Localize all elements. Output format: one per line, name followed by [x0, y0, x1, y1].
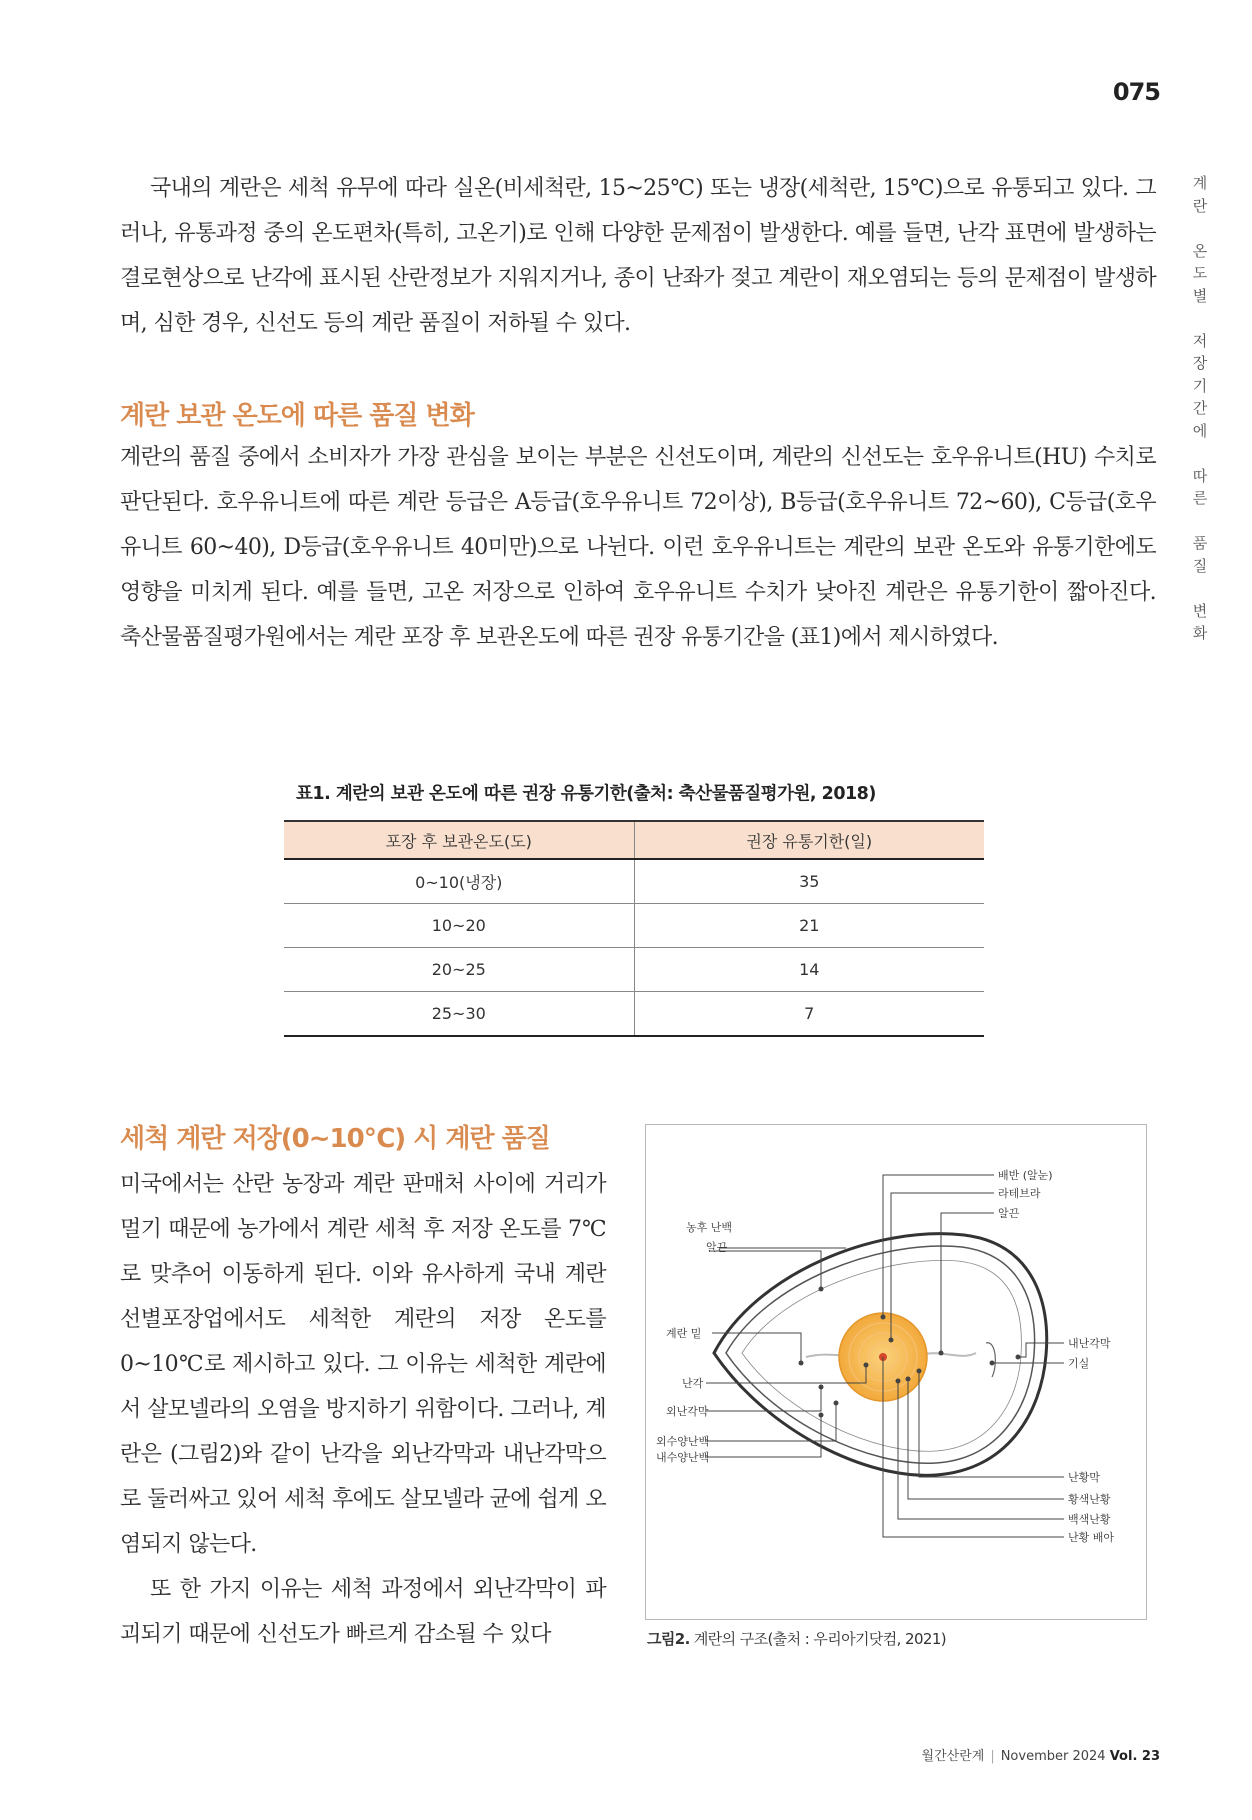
- footer-magazine: 월간산란계: [921, 1749, 985, 1764]
- table-row: [284, 948, 984, 992]
- table-row: [284, 859, 984, 904]
- side-title-char: 변: [1192, 601, 1208, 620]
- page-number: 075: [1112, 78, 1160, 106]
- label-shell: 난각: [682, 1377, 704, 1390]
- side-title-char: [1188, 577, 1212, 600]
- side-title-char: [1188, 217, 1212, 240]
- shelf-life-table: [284, 820, 984, 1037]
- label-latebra: 라테브라: [998, 1187, 1041, 1200]
- table-cell-temperature: 25~30: [284, 992, 634, 1037]
- figure-caption-prefix: 그림2.: [647, 1630, 690, 1648]
- label-outer-thin-albumen: 외수양난백: [656, 1435, 710, 1448]
- table-row: [284, 904, 984, 948]
- label-egg-bottom: 계란 밑: [666, 1327, 702, 1340]
- page-footer: [800, 1745, 1160, 1764]
- section-heading-storage-temperature: 계란 보관 온도에 따른 품질 변화: [120, 401, 474, 431]
- footer-divider: |: [990, 1749, 995, 1764]
- header-storage-temperature: 포장 후 보관온도(도): [284, 821, 634, 859]
- table-cell-days: 7: [634, 992, 984, 1037]
- side-title-char: 별: [1192, 286, 1208, 305]
- label-chalaza-top: 알끈: [998, 1207, 1020, 1220]
- label-inner-thin-albumen: 내수양난백: [656, 1451, 710, 1464]
- label-vitelline: 난황막: [1068, 1471, 1100, 1484]
- footer-volume: Vol. 23: [1109, 1749, 1160, 1764]
- label-outer-membrane: 외난각막: [666, 1405, 709, 1418]
- section-body-washed-egg-continued: 또 한 가지 이유는 세척 과정에서 외난각막이 파괴되기 때문에 신선도가 빠르게 감소될 수 있다: [120, 1577, 606, 1647]
- side-title-char: 도: [1192, 264, 1208, 282]
- side-title-char: 품: [1192, 534, 1208, 552]
- table-cell-temperature: 0~10(냉장): [284, 859, 634, 904]
- header-shelf-life: 권장 유통기한(일): [634, 821, 984, 859]
- table-cell-days: 21: [634, 904, 984, 948]
- label-chalaza-left: 알끈: [706, 1241, 728, 1254]
- table-cell-temperature: 10~20: [284, 904, 634, 948]
- table-caption: 표1. 계란의 보관 온도에 따른 권장 유통기한(출처: 축산물품질평가원, 2018): [296, 784, 876, 804]
- label-white-yolk: 백색난황: [1068, 1513, 1111, 1526]
- footer-issue: November 2024: [1000, 1749, 1106, 1764]
- side-title-char: 온: [1192, 241, 1208, 260]
- side-title-char: 른: [1192, 489, 1208, 507]
- side-title-char: 따: [1192, 466, 1208, 485]
- side-title-char: 화: [1192, 624, 1208, 642]
- side-title-char: 저: [1192, 331, 1208, 350]
- egg-structure-diagram: [646, 1125, 1146, 1619]
- side-title-char: [1188, 442, 1212, 465]
- side-title-char: 계: [1192, 174, 1208, 192]
- figure-caption-text: 계란의 구조(출처 : 우리아기닷컴, 2021): [689, 1630, 947, 1648]
- section-body-storage-temperature: 계란의 품질 중에서 소비자가 가장 관심을 보이는 부분은 신선도이며, 계란의 신선도는 호우유니트(HU) 수치로 판단된다. 호우유니트에 따른 계란 등급은 A등급(호우유니트 72이상), B등급(호우유니트 72~60), C등급(호우유니트 60~40), D등급(호우유니트 40미만)으로 나뉜다. 이런 호우유니트는 계란의 보관 온도와 유통기한에도 영향을 미치게 된다. 예를 들면, 고온 저장으로 인하여 호우유니트 수치가 낮아진 계란은 유통기한이 짧아진다. 축산물품질평가원에서는 계란 포장 후 보관온도에 따른 권장 유통기간을 (표1)에서 제시하였다.: [120, 445, 1156, 650]
- side-title-char: [1188, 307, 1212, 330]
- table-cell-days: 14: [634, 948, 984, 992]
- side-title-char: 장: [1192, 354, 1208, 372]
- label-air-cell: 기실: [1068, 1357, 1090, 1370]
- side-section-title: [1188, 172, 1212, 645]
- table-row: [284, 992, 984, 1037]
- intro-paragraph: 국내의 계란은 세척 유무에 따라 실온(비세척란, 15~25℃) 또는 냉장(세척란, 15℃)으로 유통되고 있다. 그러나, 유통과정 중의 온도편차(특히, 고온기)로 인해 다양한 문제점이 발생한다. 예를 들면, 난각 표면에 발생하는 결로현상으로 난각에 표시된 산란정보가 지워지거나, 종이 난좌가 젖고 계란이 재오염되는 등의 문제점이 발생하며, 심한 경우, 신선도 등의 계란 품질이 저하될 수 있다.: [120, 176, 1156, 336]
- label-yolk-bed: 난황 배아: [1068, 1531, 1115, 1544]
- table-cell-days: 35: [634, 859, 984, 904]
- label-thick-albumen: 농후 난백: [686, 1221, 733, 1234]
- table-cell-temperature: 20~25: [284, 948, 634, 992]
- label-inner-membrane: 내난각막: [1068, 1337, 1111, 1350]
- side-title-char: [1188, 510, 1212, 533]
- side-title-char: 에: [1192, 421, 1208, 440]
- egg-structure-figure: [645, 1124, 1147, 1620]
- figure-caption: [647, 1628, 1147, 1649]
- side-title-char: 란: [1192, 196, 1208, 215]
- table-header-row: [284, 821, 984, 859]
- side-title-char: 질: [1192, 556, 1208, 575]
- label-embryo-disc: 배반 (알눈): [998, 1169, 1053, 1182]
- side-title-char: 기: [1192, 376, 1208, 395]
- side-title-char: 간: [1192, 399, 1208, 417]
- section-heading-washed-egg: 세척 계란 저장(0~10℃) 시 계란 품질: [120, 1124, 550, 1154]
- section-body-washed-egg: 미국에서는 산란 농장과 계란 판매처 사이에 거리가 멀기 때문에 농가에서 계란 세척 후 저장 온도를 7℃로 맞추어 이동하게 된다. 이와 유사하게 국내 계란 선별포장업에서도 세척한 계란의 저장 온도를 0~10℃로 제시하고 있다. 그 이유는 세척한 계란에서 살모넬라의 오염을 방지하기 위함이다. 그러나, 계란은 (그림2)와 같이 난각을 외난각막과 내난각막으로 둘러싸고 있어 세척 후에도 살모넬라 균에 쉽게 오염되지 않는다.: [120, 1172, 606, 1557]
- label-yellow-yolk: 황색난황: [1068, 1493, 1111, 1506]
